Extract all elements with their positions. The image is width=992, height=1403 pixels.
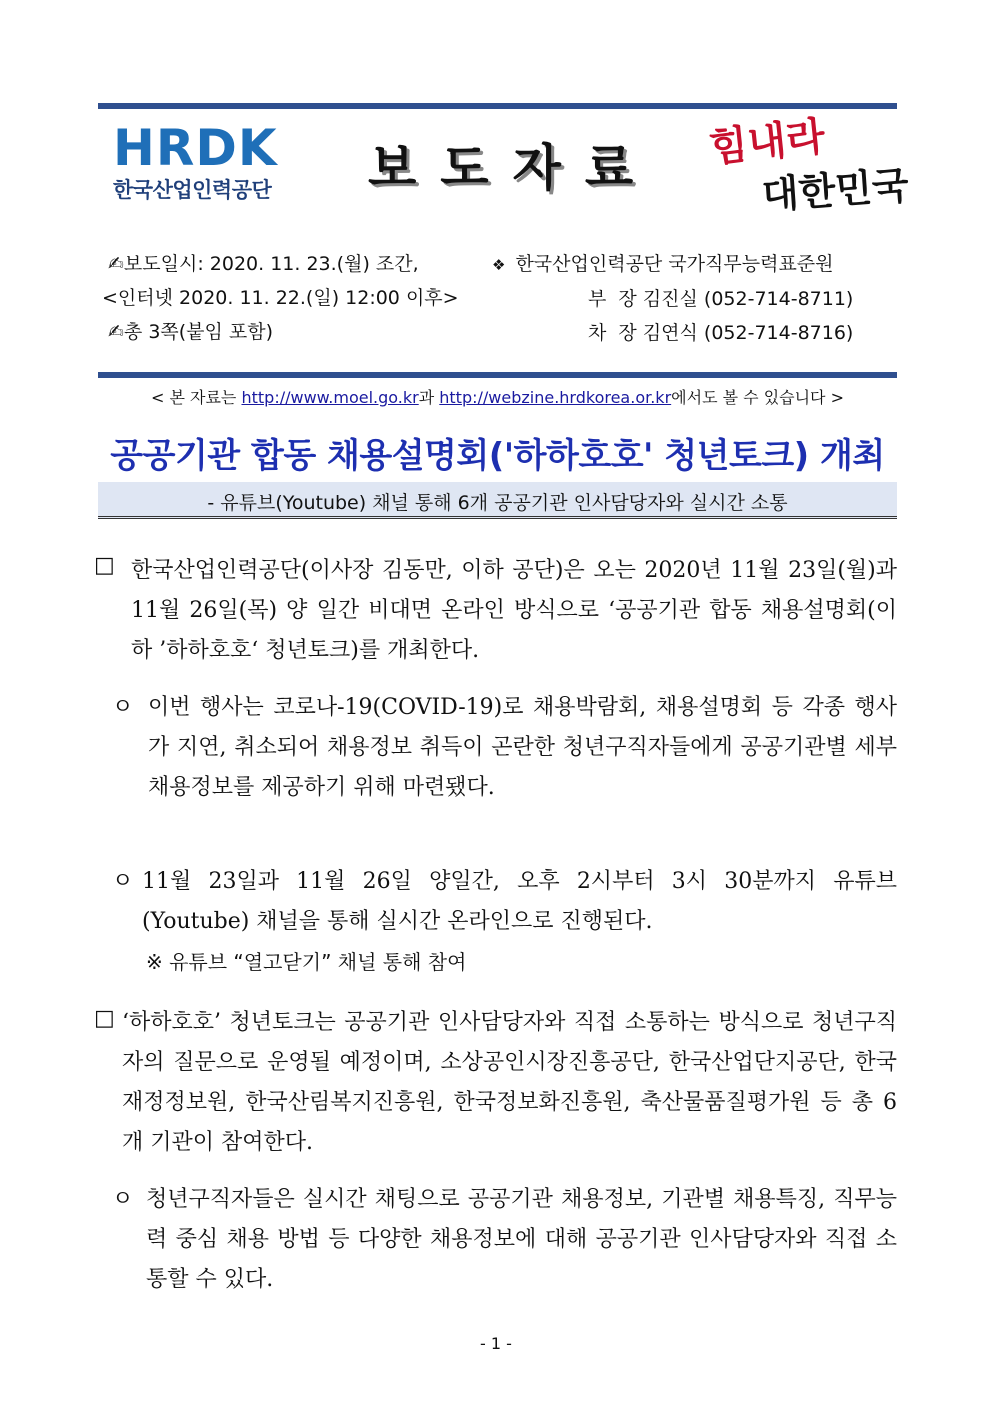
slogan-calligraphy: [704, 112, 911, 218]
subheadline: - 유튜브(Youtube) 채널 통해 6개 공공기관 인사담당자와 실시간 소통: [207, 492, 788, 514]
paragraph-2: ‘하하호호’ 청년토크는 공공기관 인사담당자와 직접 소통하는 방식으로 청년구직자의 질문으로 운영될 예정이며, 소상공인시장진흥공단, 한국산업단지공단, 한국재정정보원, 한국산림복지진흥원, 한국정보화진흥원, 축산물품질평가원 등 총 6개 기관이 참여한다.: [122, 1010, 897, 1155]
release-date: ✍보도일시: 2020. 11. 23.(월) 조간,: [108, 253, 419, 275]
svg-text:대한민국: 대한민국: [760, 162, 911, 218]
logo-subtitle: 한국산업인력공단: [113, 178, 272, 202]
paragraph-2a: 청년구직자들은 실시간 채팅으로 공공기관 채용정보, 기관별 채용특징, 직무능력 중심 채용 방법 등 다양한 채용정보에 대해 공공기관 인사담당자와 직접 소통할 수 있다.: [146, 1187, 897, 1292]
contact-org: 한국산업인력공단 국가직무능력표준원: [515, 253, 834, 275]
circle-bullet-icon: ㅇ: [112, 695, 134, 720]
youtube-note: ※ 유튜브 “열고닫기” 채널 통해 참여: [146, 950, 467, 974]
square-bullet-icon: □: [94, 553, 115, 578]
hrdk-logo: HRDK: [113, 119, 278, 177]
release-info: [102, 247, 459, 349]
contact-manager: 부 장 김진실 (052-714-8711): [588, 288, 854, 310]
release-internet: <인터넷 2020. 11. 22.(일) 12:00 이후>: [102, 287, 459, 309]
notice-middle: 과: [418, 388, 440, 407]
top-rule: [98, 103, 897, 109]
headline: 공공기관 합동 채용설명회('하하호호' 청년토크) 개최: [110, 436, 885, 476]
webzine-link[interactable]: http://webzine.hrdkorea.or.kr: [439, 388, 672, 407]
paragraph-1: 한국산업인력공단(이사장 김동만, 이하 공단)은 오는 2020년 11월 23일(월)과 11월 26일(목) 양 일간 비대면 온라인 방식으로 ‘공공기관 합동 채용설명회(이하 ’하하호호‘ 청년토크)를 개최한다.: [131, 558, 897, 663]
svg-text:힘내라: 힘내라: [706, 112, 828, 172]
paragraph-1b: 11월 23일과 11월 26일 양일간, 오후 2시부터 3시 30분까지 유튜브(Youtube) 채널을 통해 실시간 온라인으로 진행된다.: [142, 869, 897, 934]
page-number: - 1 -: [480, 1334, 512, 1353]
notice-suffix: 에서도 볼 수 있습니다 >: [671, 388, 845, 407]
moel-link[interactable]: http://www.moel.go.kr: [241, 388, 419, 407]
paragraph-1a: 이번 행사는 코로나-19(COVID-19)로 채용박람회, 채용설명회 등 각종 행사가 지연, 취소되어 채용정보 취득이 곤란한 청년구직자들에게 공공기관별 세부 채용정보를 제공하기 위해 마련됐다.: [148, 695, 897, 800]
page-count: ✍총 3쪽(붙임 포함): [108, 321, 274, 343]
middle-rule: [98, 372, 897, 378]
circle-bullet-icon: ㅇ: [112, 1187, 134, 1212]
diamond-bullet-icon: ❖: [492, 256, 506, 274]
contact-info: [492, 247, 853, 350]
notice-prefix: < 본 자료는: [150, 388, 242, 407]
square-bullet-icon: □: [94, 1006, 115, 1031]
contact-deputy: 차 장 김연식 (052-714-8716): [588, 322, 854, 344]
contact-org-line: [492, 247, 853, 282]
availability-notice: [98, 385, 897, 408]
press-release-title: 보도자료: [368, 138, 658, 197]
circle-bullet-icon: ㅇ: [112, 869, 134, 894]
